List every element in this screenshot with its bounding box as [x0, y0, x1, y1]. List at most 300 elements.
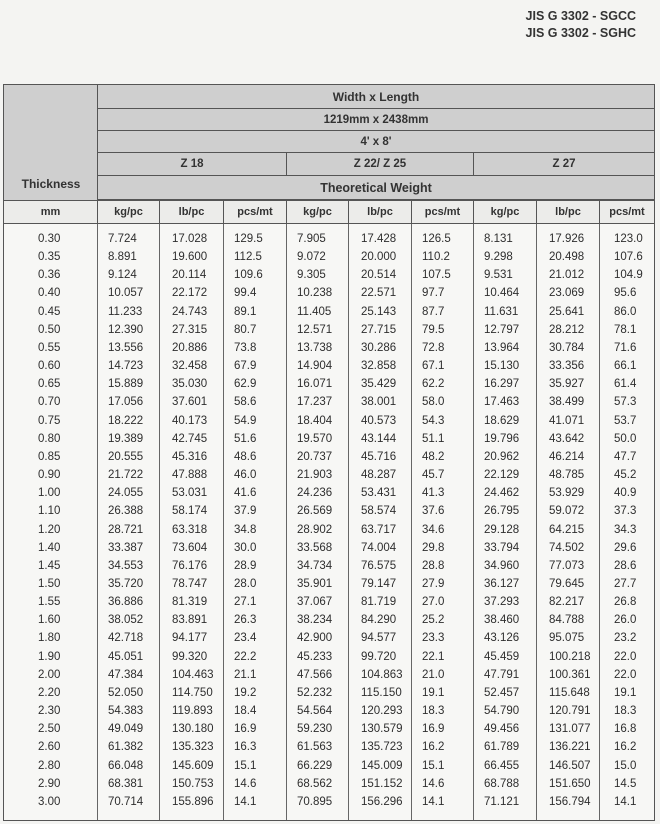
- table-cell: 10.238: [297, 287, 333, 300]
- table-cell: 45.7: [422, 469, 445, 482]
- table-cell: 45.316: [172, 450, 208, 463]
- table-cell: 0.30: [38, 233, 61, 245]
- grade-header-row: [98, 153, 654, 176]
- table-cell: 23.2: [614, 632, 637, 645]
- table-cell: 136.221: [549, 741, 591, 754]
- unit-kg: kg/pc: [98, 201, 160, 223]
- table-cell: 20.498: [549, 251, 585, 264]
- table-cell: 32.458: [172, 360, 208, 373]
- table-cell: 19.2: [234, 686, 257, 699]
- table-cell: 33.387: [108, 541, 144, 554]
- table-cell: 38.460: [484, 614, 520, 627]
- table-cell: 1.60: [38, 614, 61, 627]
- table-cell: 63.318: [172, 523, 208, 536]
- table-cell: 1.00: [38, 487, 61, 500]
- table-cell: 49.049: [108, 723, 144, 736]
- table-cell: 120.293: [361, 705, 403, 718]
- table-cell: 37.3: [614, 505, 637, 518]
- table-cell: 1.50: [38, 577, 61, 590]
- table-cell: 52.050: [108, 686, 144, 699]
- table-cell: 36.886: [108, 596, 144, 609]
- table-cell: 51.6: [234, 432, 257, 445]
- table-cell: 26.3: [234, 614, 257, 627]
- unit-lb: lb/pc: [160, 201, 224, 223]
- table-cell: 71.121: [484, 795, 520, 808]
- table-cell: 43.144: [361, 432, 397, 445]
- table-cell: 115.150: [361, 686, 402, 699]
- unit-mm: mm: [4, 201, 98, 223]
- table-cell: 54.790: [484, 705, 520, 718]
- table-cell: 52.457: [484, 686, 520, 699]
- table-cell: 61.563: [297, 741, 333, 754]
- table-cell: 41.6: [234, 487, 257, 500]
- table-cell: 78.1: [614, 323, 637, 336]
- column-z22-kg: [287, 224, 349, 820]
- table-cell: 8.131: [484, 233, 513, 245]
- table-cell: 23.3: [422, 632, 445, 645]
- column-z27-lb: [537, 224, 600, 820]
- table-cell: 119.893: [172, 705, 213, 718]
- table-cell: 2.80: [38, 759, 61, 772]
- table-cell: 29.128: [484, 523, 520, 536]
- table-cell: 20.555: [108, 450, 144, 463]
- table-cell: 27.715: [361, 323, 397, 336]
- table-cell: 2.60: [38, 741, 61, 754]
- table-cell: 104.463: [172, 668, 214, 681]
- table-cell: 89.1: [234, 305, 257, 318]
- table-cell: 95.6: [614, 287, 637, 300]
- table-cell: 131.077: [549, 723, 591, 736]
- table-cell: 18.404: [297, 414, 333, 427]
- table-cell: 28.902: [297, 523, 333, 536]
- table-cell: 22.2: [234, 650, 257, 663]
- table-cell: 0.45: [38, 305, 61, 318]
- table-cell: 19.570: [297, 432, 333, 445]
- table-cell: 19.1: [614, 686, 637, 699]
- table-cell: 22.0: [614, 650, 637, 663]
- table-cell: 40.173: [172, 414, 208, 427]
- table-cell: 22.129: [484, 469, 520, 482]
- table-cell: 40.9: [614, 487, 637, 500]
- table-cell: 21.0: [422, 668, 445, 681]
- table-cell: 151.152: [361, 777, 403, 790]
- table-cell: 16.8: [614, 723, 637, 736]
- table-cell: 37.6: [422, 505, 445, 518]
- column-z27-pcs: [600, 224, 654, 820]
- table-cell: 79.147: [361, 577, 397, 590]
- table-cell: 109.6: [234, 269, 263, 282]
- table-cell: 0.36: [38, 269, 61, 282]
- table-cell: 66.1: [614, 360, 637, 373]
- table-cell: 61.789: [484, 741, 520, 754]
- table-cell: 42.900: [297, 632, 333, 645]
- table-cell: 41.071: [549, 414, 585, 427]
- table-cell: 49.456: [484, 723, 520, 736]
- table-cell: 34.8: [234, 523, 257, 536]
- table-cell: 19.796: [484, 432, 520, 445]
- table-cell: 22.172: [172, 287, 208, 300]
- table-cell: 145.609: [172, 759, 214, 772]
- table-cell: 38.499: [549, 396, 585, 409]
- table-cell: 9.124: [108, 269, 137, 282]
- table-cell: 107.6: [614, 251, 643, 264]
- table-cell: 0.85: [38, 450, 61, 463]
- table-cell: 68.562: [297, 777, 333, 790]
- table-cell: 22.571: [361, 287, 397, 300]
- table-cell: 16.9: [234, 723, 257, 736]
- table-cell: 26.8: [614, 596, 637, 609]
- table-cell: 82.217: [549, 596, 585, 609]
- table-cell: 83.891: [172, 614, 208, 627]
- table-cell: 58.0: [422, 396, 445, 409]
- table-cell: 33.568: [297, 541, 333, 554]
- table-cell: 61.4: [614, 378, 637, 391]
- table-cell: 13.738: [297, 341, 333, 354]
- standards-heading: [526, 8, 636, 42]
- table-cell: 9.072: [297, 251, 326, 264]
- table-cell: 27.0: [422, 596, 445, 609]
- table-cell: 16.2: [614, 741, 637, 754]
- table-cell: 20.962: [484, 450, 520, 463]
- table-cell: 26.388: [108, 505, 144, 518]
- table-cell: 13.964: [484, 341, 520, 354]
- table-cell: 151.650: [549, 777, 591, 790]
- column-z22-lb: [349, 224, 412, 820]
- table-cell: 146.507: [549, 759, 591, 772]
- table-cell: 40.573: [361, 414, 397, 427]
- table-cell: 0.90: [38, 469, 61, 482]
- table-cell: 16.2: [422, 741, 445, 754]
- table-cell: 15.1: [234, 759, 257, 772]
- table-cell: 47.791: [484, 668, 520, 681]
- table-cell: 17.237: [297, 396, 333, 409]
- table-cell: 7.724: [108, 233, 137, 245]
- table-cell: 10.057: [108, 287, 144, 300]
- table-cell: 114.750: [172, 686, 213, 699]
- table-cell: 9.298: [484, 251, 513, 264]
- table-cell: 79.5: [422, 323, 445, 336]
- table-cell: 95.075: [549, 632, 585, 645]
- table-cell: 11.233: [108, 305, 143, 318]
- table-cell: 2.90: [38, 777, 61, 790]
- table-cell: 35.429: [361, 378, 397, 391]
- table-cell: 68.381: [108, 777, 144, 790]
- table-cell: 45.459: [484, 650, 520, 663]
- table-cell: 9.531: [484, 269, 513, 282]
- table-cell: 30.0: [234, 541, 257, 554]
- table-cell: 74.004: [361, 541, 397, 554]
- table-cell: 1.45: [38, 559, 61, 572]
- table-cell: 62.2: [422, 378, 445, 391]
- table-cell: 38.234: [297, 614, 333, 627]
- unit-lb: lb/pc: [349, 201, 412, 223]
- table-cell: 20.737: [297, 450, 333, 463]
- table-cell: 78.747: [172, 577, 208, 590]
- table-cell: 43.126: [484, 632, 520, 645]
- table-cell: 42.718: [108, 632, 144, 645]
- table-cell: 47.888: [172, 469, 208, 482]
- table-cell: 20.886: [172, 341, 208, 354]
- table-cell: 34.6: [422, 523, 445, 536]
- table-cell: 45.2: [614, 469, 637, 482]
- table-cell: 27.7: [614, 577, 637, 590]
- table-cell: 12.571: [297, 323, 333, 336]
- table-cell: 16.9: [422, 723, 445, 736]
- table-cell: 16.071: [297, 378, 333, 391]
- table-cell: 10.464: [484, 287, 520, 300]
- table-cell: 66.048: [108, 759, 144, 772]
- table-cell: 62.9: [234, 378, 257, 391]
- table-cell: 47.7: [614, 450, 637, 463]
- table-cell: 14.6: [234, 777, 257, 790]
- table-cell: 120.791: [549, 705, 591, 718]
- table-cell: 104.9: [614, 269, 643, 282]
- table-cell: 0.50: [38, 323, 61, 336]
- table-cell: 94.177: [172, 632, 208, 645]
- table-cell: 61.382: [108, 741, 144, 754]
- table-cell: 59.072: [549, 505, 585, 518]
- table-cell: 18.4: [234, 705, 257, 718]
- units-row: [4, 200, 654, 224]
- table-cell: 42.745: [172, 432, 208, 445]
- table-cell: 18.3: [422, 705, 445, 718]
- table-cell: 48.6: [234, 450, 257, 463]
- table-cell: 112.5: [234, 251, 262, 264]
- table-cell: 8.891: [108, 251, 137, 264]
- table-cell: 1.40: [38, 541, 61, 554]
- table-cell: 76.575: [361, 559, 397, 572]
- table-cell: 66.229: [297, 759, 333, 772]
- table-cell: 79.645: [549, 577, 585, 590]
- table-cell: 43.642: [549, 432, 585, 445]
- table-cell: 99.720: [361, 650, 397, 663]
- table-cell: 156.296: [361, 795, 403, 808]
- column-z18-pcs: [224, 224, 287, 820]
- column-z18-lb: [160, 224, 224, 820]
- table-cell: 48.2: [422, 450, 445, 463]
- table-cell: 47.384: [108, 668, 144, 681]
- column-z27-kg: [474, 224, 537, 820]
- table-cell: 14.6: [422, 777, 445, 790]
- table-cell: 0.70: [38, 396, 61, 409]
- table-cell: 24.462: [484, 487, 520, 500]
- table-cell: 15.0: [614, 759, 637, 772]
- table-cell: 12.390: [108, 323, 144, 336]
- table-cell: 26.0: [614, 614, 637, 627]
- table-cell: 20.514: [361, 269, 397, 282]
- table-cell: 86.0: [614, 305, 637, 318]
- table-cell: 28.6: [614, 559, 637, 572]
- table-cell: 17.926: [549, 233, 585, 245]
- table-cell: 59.230: [297, 723, 333, 736]
- table-cell: 23.4: [234, 632, 257, 645]
- table-cell: 46.0: [234, 469, 257, 482]
- table-cell: 32.858: [361, 360, 397, 373]
- table-cell: 37.601: [172, 396, 208, 409]
- table-cell: 48.287: [361, 469, 397, 482]
- table-cell: 18.629: [484, 414, 520, 427]
- table-cell: 53.929: [549, 487, 585, 500]
- table-cell: 21.1: [234, 668, 257, 681]
- table-cell: 53.031: [172, 487, 208, 500]
- grade-z27: Z 27: [552, 158, 576, 170]
- table-cell: 38.001: [361, 396, 397, 409]
- table-cell: 77.073: [549, 559, 585, 572]
- table-cell: 67.9: [234, 360, 257, 373]
- table-cell: 84.290: [361, 614, 397, 627]
- table-cell: 54.3: [422, 414, 445, 427]
- table-cell: 28.212: [549, 323, 585, 336]
- table-cell: 150.753: [172, 777, 214, 790]
- table-cell: 34.734: [297, 559, 333, 572]
- table-cell: 53.7: [614, 414, 637, 427]
- table-cell: 1.10: [38, 505, 61, 518]
- table-cell: 27.1: [234, 596, 257, 609]
- standard-sghc: JIS G 3302 - SGHC: [525, 26, 636, 40]
- table-cell: 30.286: [361, 341, 397, 354]
- unit-pcs: pcs/mt: [224, 201, 287, 223]
- table-cell: 145.009: [361, 759, 403, 772]
- table-cell: 28.8: [422, 559, 445, 572]
- table-cell: 52.232: [297, 686, 333, 699]
- table-cell: 16.3: [234, 741, 257, 754]
- unit-kg: kg/pc: [474, 201, 537, 223]
- table-cell: 73.604: [172, 541, 208, 554]
- table-cell: 38.052: [108, 614, 144, 627]
- table-cell: 34.3: [614, 523, 637, 536]
- table-cell: 28.721: [108, 523, 144, 536]
- table-cell: 17.463: [484, 396, 520, 409]
- width-length-header: Width x Length: [98, 85, 654, 109]
- table-cell: 81.719: [361, 596, 397, 609]
- table-cell: 58.574: [361, 505, 397, 518]
- column-z22-pcs: [412, 224, 474, 820]
- table-cell: 18.3: [614, 705, 637, 718]
- table-cell: 76.176: [172, 559, 208, 572]
- table-cell: 1.90: [38, 650, 61, 663]
- table-cell: 20.000: [361, 251, 397, 264]
- size-mm-header: 1219mm x 2438mm: [98, 109, 654, 131]
- table-cell: 155.896: [172, 795, 214, 808]
- table-cell: 25.2: [422, 614, 445, 627]
- table-cell: 35.927: [549, 378, 585, 391]
- table-cell: 21.722: [108, 469, 144, 482]
- table-cell: 115.648: [549, 686, 590, 699]
- table-cell: 25.143: [361, 305, 397, 318]
- table-cell: 97.7: [422, 287, 445, 300]
- table-cell: 33.356: [549, 360, 585, 373]
- table-cell: 14.5: [614, 777, 637, 790]
- table-cell: 26.569: [297, 505, 333, 518]
- table-cell: 64.215: [549, 523, 585, 536]
- table-cell: 9.305: [297, 269, 326, 282]
- grade-z18: Z 18: [98, 153, 287, 175]
- table-cell: 100.218: [549, 650, 591, 663]
- table-cell: 19.1: [422, 686, 445, 699]
- table-cell: 0.65: [38, 378, 61, 391]
- table-cell: 94.577: [361, 632, 397, 645]
- table-cell: 21.903: [297, 469, 333, 482]
- table-cell: 24.055: [108, 487, 144, 500]
- table-cell: 54.383: [108, 705, 144, 718]
- table-cell: 130.180: [172, 723, 214, 736]
- table-cell: 0.60: [38, 360, 61, 373]
- table-cell: 28.0: [234, 577, 257, 590]
- column-thickness: [4, 224, 98, 820]
- unit-pcs: pcs/mt: [412, 201, 474, 223]
- table-cell: 2.50: [38, 723, 61, 736]
- table-cell: 2.20: [38, 686, 61, 699]
- table-cell: 71.6: [614, 341, 637, 354]
- table-cell: 53.431: [361, 487, 397, 500]
- table-cell: 99.4: [234, 287, 257, 300]
- table-cell: 123.0: [614, 233, 643, 245]
- table-cell: 22.0: [614, 668, 637, 681]
- unit-lb: lb/pc: [537, 201, 600, 223]
- table-cell: 129.5: [234, 233, 263, 245]
- table-cell: 135.323: [172, 741, 214, 754]
- table-cell: 34.553: [108, 559, 144, 572]
- table-cell: 126.5: [422, 233, 451, 245]
- table-cell: 1.20: [38, 523, 61, 536]
- table-cell: 36.127: [484, 577, 520, 590]
- table-cell: 70.895: [297, 795, 333, 808]
- table-cell: 15.889: [108, 378, 144, 391]
- table-cell: 58.174: [172, 505, 208, 518]
- table-cell: 18.222: [108, 414, 144, 427]
- table-cell: 45.051: [108, 650, 144, 663]
- table-cell: 41.3: [422, 487, 445, 500]
- table-cell: 0.40: [38, 287, 61, 300]
- table-cell: 57.3: [614, 396, 637, 409]
- theoretical-weight-header: Theoretical Weight: [98, 176, 654, 200]
- table-cell: 11.631: [484, 305, 519, 318]
- table-cell: 1.55: [38, 596, 61, 609]
- table-cell: 17.428: [361, 233, 397, 245]
- table-cell: 67.1: [422, 360, 445, 373]
- table-cell: 68.788: [484, 777, 520, 790]
- table-cell: 35.901: [297, 577, 333, 590]
- table-cell: 23.069: [549, 287, 585, 300]
- table-cell: 15.130: [484, 360, 520, 373]
- table-cell: 104.863: [361, 668, 403, 681]
- thickness-label: Thickness: [21, 177, 81, 191]
- table-cell: 84.788: [549, 614, 585, 627]
- table-cell: 37.9: [234, 505, 257, 518]
- table-cell: 25.641: [549, 305, 585, 318]
- table-cell: 74.502: [549, 541, 585, 554]
- table-cell: 107.5: [422, 269, 451, 282]
- table-cell: 22.1: [422, 650, 445, 663]
- table-cell: 1.80: [38, 632, 61, 645]
- table-cell: 14.723: [108, 360, 144, 373]
- table-cell: 17.056: [108, 396, 144, 409]
- table-cell: 87.7: [422, 305, 445, 318]
- table-cell: 19.389: [108, 432, 144, 445]
- table-cell: 13.556: [108, 341, 144, 354]
- table-cell: 26.795: [484, 505, 520, 518]
- table-cell: 58.6: [234, 396, 257, 409]
- table-cell: 2.30: [38, 705, 61, 718]
- column-z18-kg: [98, 224, 160, 820]
- table-cell: 35.030: [172, 378, 208, 391]
- table-cell: 70.714: [108, 795, 144, 808]
- table-cell: 19.600: [172, 251, 208, 264]
- size-ft-header: 4' x 8': [98, 131, 654, 153]
- table-cell: 7.905: [297, 233, 326, 245]
- table-cell: 27.315: [172, 323, 208, 336]
- table-cell: 73.8: [234, 341, 257, 354]
